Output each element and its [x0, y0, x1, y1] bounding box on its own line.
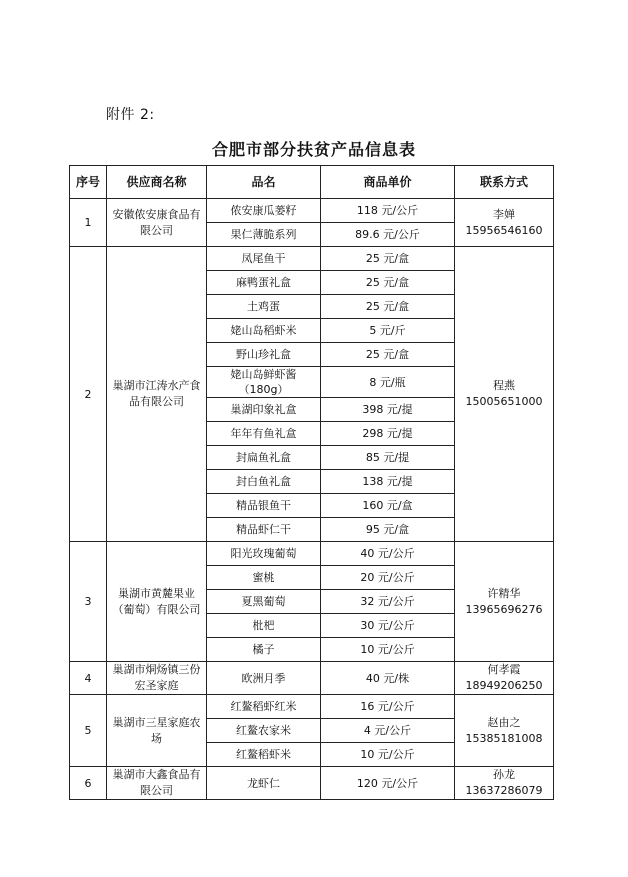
- contact-cell: [455, 199, 554, 247]
- price-cell: 10 元/公斤: [321, 638, 455, 662]
- contact-cell: [455, 767, 554, 800]
- header-seq: 序号: [70, 166, 107, 199]
- contact-phone: 13965696276: [465, 602, 543, 616]
- table-row: [70, 247, 554, 271]
- price-cell: 298 元/提: [321, 422, 455, 446]
- product-name-cell: 封白鱼礼盒: [207, 470, 321, 494]
- product-name-cell: 年年有鱼礼盒: [207, 422, 321, 446]
- price-cell: 8 元/瓶: [321, 367, 455, 398]
- contact-cell: [455, 695, 554, 767]
- price-cell: 32 元/公斤: [321, 590, 455, 614]
- supplier-cell: 巢湖市三星家庭农场: [107, 695, 207, 767]
- seq-cell: 1: [70, 199, 107, 247]
- price-cell: 85 元/提: [321, 446, 455, 470]
- product-name-cell: 土鸡蛋: [207, 295, 321, 319]
- product-name-cell: 橘子: [207, 638, 321, 662]
- price-cell: 25 元/盒: [321, 271, 455, 295]
- seq-cell: 5: [70, 695, 107, 767]
- seq-cell: 6: [70, 767, 107, 800]
- price-cell: 138 元/提: [321, 470, 455, 494]
- supplier-cell: 巢湖市大鑫食品有限公司: [107, 767, 207, 800]
- table-row: [70, 542, 554, 566]
- contact-name: 何孝霞: [487, 663, 521, 676]
- contact-name: 赵由之: [487, 715, 521, 729]
- product-name-cell: 侬安康瓜蒌籽: [207, 199, 321, 223]
- contact-name: 李婵: [493, 207, 515, 221]
- product-name-cell: 夏黑葡萄: [207, 590, 321, 614]
- attachment-label: 附件 2:: [106, 107, 155, 123]
- price-cell: 25 元/盒: [321, 247, 455, 271]
- table-row: [70, 662, 554, 695]
- document-title: 合肥市部分扶贫产品信息表: [211, 140, 416, 159]
- price-cell: 95 元/盒: [321, 518, 455, 542]
- contact-phone: 15956546160: [465, 223, 543, 237]
- header-product: 品名: [207, 166, 321, 199]
- contact-cell: [455, 662, 554, 695]
- price-cell: 118 元/公斤: [321, 199, 455, 223]
- product-name-cell: 精品银鱼干: [207, 494, 321, 518]
- product-name-cell: 精品虾仁干: [207, 518, 321, 542]
- product-name-cell: 红鳌农家米: [207, 719, 321, 743]
- contact-phone: 18949206250: [465, 679, 543, 692]
- price-cell: 4 元/公斤: [321, 719, 455, 743]
- contact-phone: 15385181008: [465, 731, 543, 745]
- contact-phone: 13637286079: [465, 784, 543, 797]
- product-name-cell: 野山珍礼盒: [207, 343, 321, 367]
- product-name-cell: 蜜桃: [207, 566, 321, 590]
- header-price: 商品单价: [321, 166, 455, 199]
- contact-name: 孙龙: [493, 768, 515, 781]
- contact-cell: [455, 542, 554, 662]
- price-cell: 40 元/公斤: [321, 542, 455, 566]
- price-cell: 16 元/公斤: [321, 695, 455, 719]
- seq-cell: 2: [70, 247, 107, 542]
- price-cell: 25 元/盒: [321, 295, 455, 319]
- price-cell: 398 元/提: [321, 398, 455, 422]
- product-name-cell: 枇杷: [207, 614, 321, 638]
- seq-cell: 3: [70, 542, 107, 662]
- price-cell: 30 元/公斤: [321, 614, 455, 638]
- product-name-cell: 果仁薄脆系列: [207, 223, 321, 247]
- price-cell: 89.6 元/公斤: [321, 223, 455, 247]
- price-cell: 120 元/公斤: [321, 767, 455, 800]
- price-cell: 40 元/株: [321, 662, 455, 695]
- header-supplier: 供应商名称: [107, 166, 207, 199]
- table-row: [70, 199, 554, 223]
- product-name-cell: 麻鸭蛋礼盒: [207, 271, 321, 295]
- product-name-cell: 凤尾鱼干: [207, 247, 321, 271]
- product-name-cell: 姥山岛稻虾米: [207, 319, 321, 343]
- table-row: [70, 767, 554, 800]
- contact-name: 许精华: [487, 586, 521, 600]
- price-cell: 25 元/盒: [321, 343, 455, 367]
- product-name-cell: 姥山岛鲜虾酱（180g）: [207, 367, 321, 398]
- table-header-row: [70, 166, 554, 199]
- table-body: [70, 199, 554, 800]
- product-name-cell: 龙虾仁: [207, 767, 321, 800]
- product-name-cell: 欧洲月季: [207, 662, 321, 695]
- supplier-cell: 巢湖市黄麓果业（葡萄）有限公司: [107, 542, 207, 662]
- product-info-table: [69, 165, 554, 800]
- product-name-cell: 阳光玫瑰葡萄: [207, 542, 321, 566]
- contact-cell: [455, 247, 554, 542]
- table-row: [70, 695, 554, 719]
- supplier-cell: 巢湖市烔炀镇三份宏圣家庭: [107, 662, 207, 695]
- product-name-cell: 巢湖印象礼盒: [207, 398, 321, 422]
- header-contact: 联系方式: [455, 166, 554, 199]
- product-name-cell: 封扁鱼礼盒: [207, 446, 321, 470]
- seq-cell: 4: [70, 662, 107, 695]
- supplier-cell: 巢湖市江涛水产食品有限公司: [107, 247, 207, 542]
- price-cell: 20 元/公斤: [321, 566, 455, 590]
- product-name-cell: 红鳌稻虾红米: [207, 695, 321, 719]
- contact-phone: 15005651000: [465, 395, 543, 408]
- price-cell: 5 元/斤: [321, 319, 455, 343]
- contact-name: 程燕: [493, 379, 515, 392]
- price-cell: 10 元/公斤: [321, 743, 455, 767]
- price-cell: 160 元/盒: [321, 494, 455, 518]
- product-name-cell: 红鳌稻虾米: [207, 743, 321, 767]
- supplier-cell: 安徽侬安康食品有限公司: [107, 199, 207, 247]
